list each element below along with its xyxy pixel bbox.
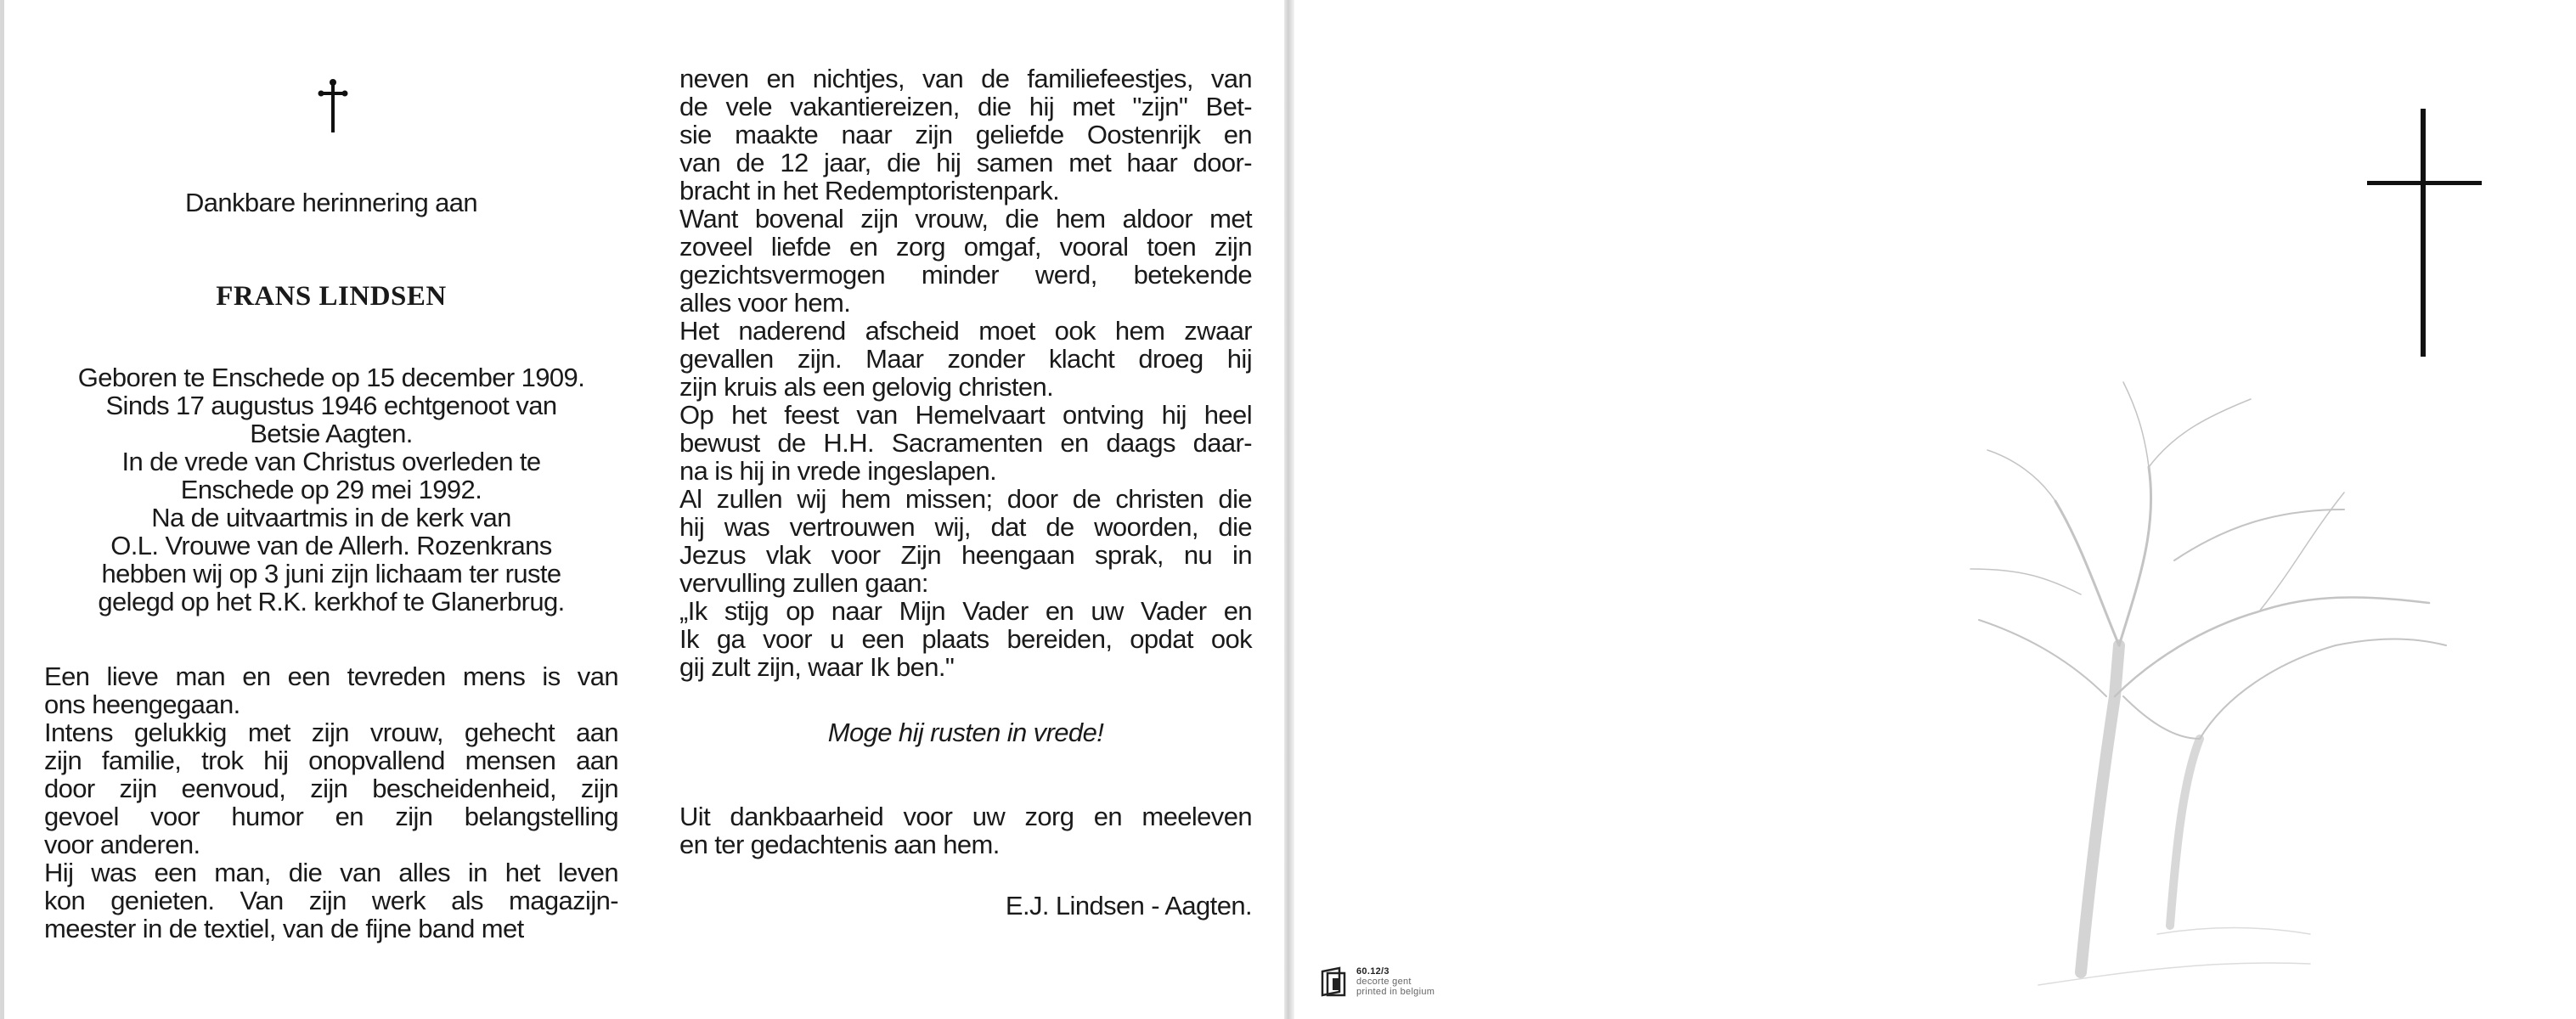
text-line: voor anderen. — [44, 830, 200, 859]
small-cross-icon — [316, 78, 350, 134]
biography-block — [44, 363, 618, 616]
bio-line: Sinds 17 augustus 1946 echtgenoot van — [105, 391, 557, 420]
bio-line: gelegd op het R.K. kerkhof te Glanerbrug. — [98, 587, 565, 616]
imprint-publisher: decorte gent — [1356, 977, 1412, 987]
prayer-line: Moge hij rusten in vrede! — [827, 718, 1104, 747]
printer-imprint — [1321, 966, 1435, 997]
text-line: hij was vertrouwen wij, dat de woorden, die — [679, 512, 1252, 542]
text-line: Al zullen wij hem missen; door de christen die — [679, 484, 1252, 514]
text-line: zijn familie, trok hij onopvallend mensen aan — [44, 746, 618, 775]
left-text-block — [44, 662, 618, 943]
heading: Dankbare herinnering aan — [184, 188, 478, 217]
text-line: gevoel voor humor en zijn belangstelling — [44, 802, 618, 831]
bio-line: Na de uitvaartmis in de kerk van — [151, 503, 511, 532]
text-line: door zijn eenvoud, zijn bescheidenheid, zijn — [44, 774, 618, 803]
bio-line: Geboren te Enschede op 15 december 1909. — [77, 363, 585, 392]
publisher-logo-icon — [1321, 966, 1346, 997]
text-line: zijn kruis als een gelovig christen. — [679, 372, 1054, 402]
thanks-line: Uit dankbaarheid voor uw zorg en meeleven — [679, 802, 1252, 831]
text-line: neven en nichtjes, van de familiefeestjes, van — [679, 64, 1252, 93]
thanks-block — [679, 802, 1252, 859]
text-line: kon genieten. Van zijn werk als magazijn- — [44, 886, 618, 915]
text-line: Intens gelukkig met zijn vrouw, gehecht aan — [44, 718, 618, 747]
text-line: Want bovenal zijn vrouw, die hem aldoor met — [679, 204, 1252, 234]
large-cross-icon — [2344, 109, 2506, 359]
text-line: de vele vakantiereizen, die hij met "zijn" Bet- — [679, 92, 1252, 121]
text-line: na is hij in vrede ingeslapen. — [679, 456, 997, 486]
thanks-line: en ter gedachtenis aan hem. — [679, 830, 1000, 859]
text-line: vervulling zullen gaan: — [679, 568, 928, 598]
text-line: Een lieve man en een tevreden mens is van — [44, 662, 618, 691]
text-line: Het naderend afscheid moet ook hem zwaar — [679, 316, 1252, 346]
middle-text-block — [679, 65, 1252, 681]
text-line: zoveel liefde en zorg omgaf, vooral toen zijn — [679, 232, 1252, 262]
text-line: gevallen zijn. Maar zonder klacht droeg hij — [679, 344, 1252, 374]
bio-line: Enschede op 29 mei 1992. — [180, 475, 482, 504]
text-line: Op het feest van Hemelvaart ontving hij heel — [679, 400, 1252, 430]
text-line: alles voor hem. — [679, 288, 851, 318]
text-line: ons heengegaan. — [44, 690, 240, 719]
text-line: Hij was een man, die van alles in het leven — [44, 858, 618, 887]
text-line: van de 12 jaar, die hij samen met haar door- — [679, 148, 1252, 177]
signature: E.J. Lindsen - Aagten. — [1005, 891, 1252, 920]
text-line: gij zult zijn, waar Ik ben." — [679, 652, 955, 682]
imprint-code: 60.12/3 — [1356, 966, 1389, 977]
bio-line: In de vrede van Christus overleden te — [121, 447, 541, 476]
text-line: „Ik stijg op naar Mijn Vader en uw Vader en — [679, 596, 1252, 626]
text-line: Jezus vlak voor Zijn heengaan sprak, nu in — [679, 540, 1252, 570]
bio-line: hebben wij op 3 juni zijn lichaam ter ruste — [101, 559, 561, 588]
text-line: gezichtsvermogen minder werd, betekende — [679, 260, 1252, 290]
text-line: bewust de H.H. Sacramenten en daags daar- — [679, 428, 1252, 458]
imprint-printed: printed in belgium — [1356, 987, 1435, 997]
text-line: bracht in het Redemptoristenpark. — [679, 176, 1060, 205]
text-line: Ik ga voor u een plaats bereiden, opdat ook — [679, 624, 1252, 654]
tree-illustration — [1953, 340, 2463, 1002]
text-line: sie maakte naar zijn geliefde Oostenrijk en — [679, 120, 1252, 149]
text-line: meester in de textiel, van de fijne band met — [44, 914, 524, 943]
bio-line: Betsie Aagten. — [250, 419, 413, 448]
fold-gutter — [1284, 0, 1294, 1019]
bio-line: O.L. Vrouwe van de Allerh. Rozenkrans — [110, 531, 552, 560]
deceased-name: FRANS LINDSEN — [216, 281, 447, 312]
